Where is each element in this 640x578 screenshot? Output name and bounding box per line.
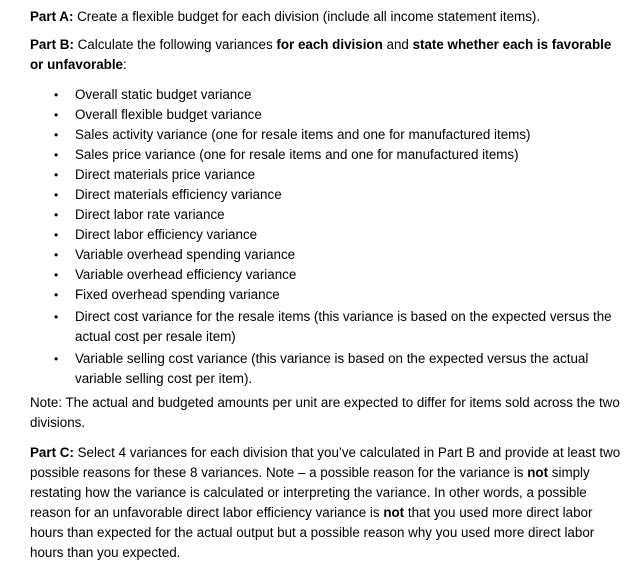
list-item xyxy=(54,105,626,125)
part-b-text-3: : xyxy=(123,57,127,72)
list-item xyxy=(54,349,626,389)
bullet-icon: • xyxy=(54,108,59,122)
bullet-icon: • xyxy=(54,88,59,102)
part-c-paragraph xyxy=(30,443,626,563)
list-item xyxy=(54,125,626,145)
bullet-icon: • xyxy=(54,208,59,222)
bullet-icon: • xyxy=(54,148,59,162)
part-a-paragraph xyxy=(30,7,626,27)
bullet-icon: • xyxy=(54,288,59,302)
list-item xyxy=(54,225,626,245)
part-b-text-2: and xyxy=(382,37,413,52)
bullet-icon: • xyxy=(54,310,59,324)
list-item xyxy=(54,307,626,347)
bullet-icon: • xyxy=(54,128,59,142)
bullet-icon: • xyxy=(54,352,59,366)
list-item-text: Overall flexible budget variance xyxy=(75,107,262,122)
list-item-text: Direct materials price variance xyxy=(75,167,256,182)
part-c-text-1: Select 4 variances for each division that you’ve calculated in Part B and provide at least two possible reasons for these 8 variances. Note – a possible reason for the variance is xyxy=(30,445,621,480)
part-b-label: Part B: xyxy=(30,37,74,52)
part-c-text-3: that you used more direct labor hours than expected for the actual output but a possible reason why you used more direct labor hours than you expected. xyxy=(30,505,595,560)
list-item xyxy=(54,265,626,285)
list-item xyxy=(54,145,626,165)
list-item-text: Sales activity variance (one for resale items and one for manufactured items) xyxy=(75,127,531,142)
part-a-text: Create a flexible budget for each division (include all income statement items). xyxy=(73,9,541,24)
part-b-emphasis-each-division: for each division xyxy=(276,37,383,52)
list-item-text: Direct cost variance for the resale items (this variance is based on the expected versus the actual cost per resale item) xyxy=(75,309,612,344)
list-item-text: Direct labor rate variance xyxy=(75,207,225,222)
list-item xyxy=(54,245,626,265)
variance-list xyxy=(30,85,626,389)
bullet-icon: • xyxy=(54,188,59,202)
bullet-icon: • xyxy=(54,228,59,242)
list-item-text: Sales price variance (one for resale items and one for manufactured items) xyxy=(75,147,519,162)
list-item-text: Direct materials efficiency variance xyxy=(75,187,282,202)
part-c-text-2: simply restating how the variance is calculated or interpreting the variance. In other words, a possible reason for an unfavorable direct labor efficiency variance is xyxy=(30,465,590,520)
note-paragraph: Note: The actual and budgeted amounts per unit are expected to differ for items sold across the two divisions. xyxy=(30,395,620,430)
bullet-icon: • xyxy=(54,168,59,182)
part-b-paragraph xyxy=(30,35,626,75)
part-c-emphasis-not-2: not xyxy=(383,505,405,520)
list-item xyxy=(54,185,626,205)
list-item-text: Variable selling cost variance (this variance is based on the expected versus the actual variable selling cost per item). xyxy=(75,351,589,386)
part-c-label: Part C: xyxy=(30,445,74,460)
list-item-text: Overall static budget variance xyxy=(75,87,252,102)
list-item-text: Fixed overhead spending variance xyxy=(75,287,280,302)
part-b-text-1: Calculate the following variances xyxy=(73,37,277,52)
list-item xyxy=(54,285,626,305)
list-item xyxy=(54,85,626,105)
part-b-emphasis-favorable: state whether each is favorable or unfavorable xyxy=(30,37,612,72)
list-item xyxy=(54,165,626,185)
list-item xyxy=(54,205,626,225)
part-a-label: Part A: xyxy=(30,9,74,24)
part-c-emphasis-not-1: not xyxy=(527,465,549,480)
list-item-text: Direct labor efficiency variance xyxy=(75,227,258,242)
bullet-icon: • xyxy=(54,248,59,262)
list-item-text: Variable overhead spending variance xyxy=(75,247,296,262)
bullet-icon: • xyxy=(54,268,59,282)
list-item-text: Variable overhead efficiency variance xyxy=(75,267,297,282)
